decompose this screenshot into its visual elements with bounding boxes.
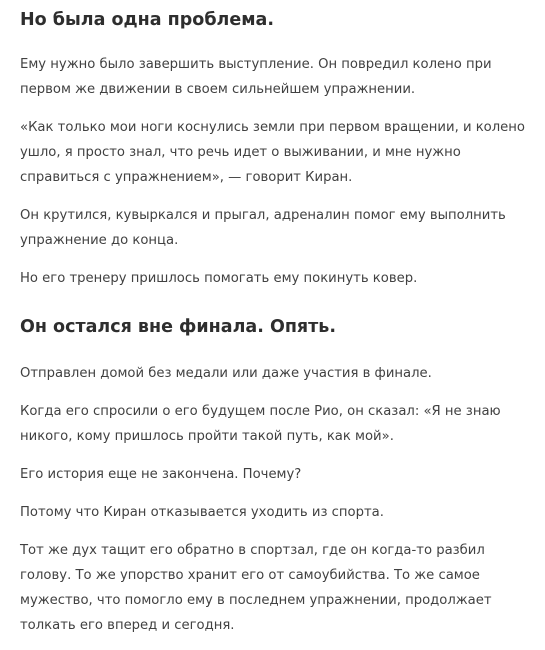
paragraph: Тот же дух тащит его обратно в спортзал, где он когда-то разбил голову. То же упорство хранит его от самоубийства. То же самое мужество, что помогло ему в последнем упражнении, продолжает толкать его вперед и сегодня. xyxy=(20,543,492,633)
paragraph: Его история еще не закончена. Почему? xyxy=(20,467,302,482)
section-heading: Но была одна проблема. xyxy=(20,10,274,30)
section-heading: Он остался вне финала. Опять. xyxy=(20,317,337,337)
paragraph: Он крутился, кувыркался и прыгал, адреналин помог ему выполнить упражнение до конца. xyxy=(20,208,506,248)
quote-paragraph: «Как только мои ноги коснулись земли при первом вращении, и колено ушло, я просто знал, что речь идет о выживании, и мне нужно справиться с упражнением», — говорит Киран. xyxy=(20,120,525,185)
paragraph: Ему нужно было завершить выступление. Он повредил колено при первом же движении в своем сильнейшем упражнении. xyxy=(20,57,492,97)
quote-paragraph: Когда его спросили о его будущем после Рио, он сказал: «Я не знаю никого, кому пришлось пройти такой путь, как мой». xyxy=(20,404,501,444)
paragraph: Но его тренеру пришлось помогать ему покинуть ковер. xyxy=(20,271,418,286)
paragraph: Отправлен домой без медали или даже участия в финале. xyxy=(20,366,432,381)
paragraph: Потому что Киран отказывается уходить из спорта. xyxy=(20,505,384,520)
